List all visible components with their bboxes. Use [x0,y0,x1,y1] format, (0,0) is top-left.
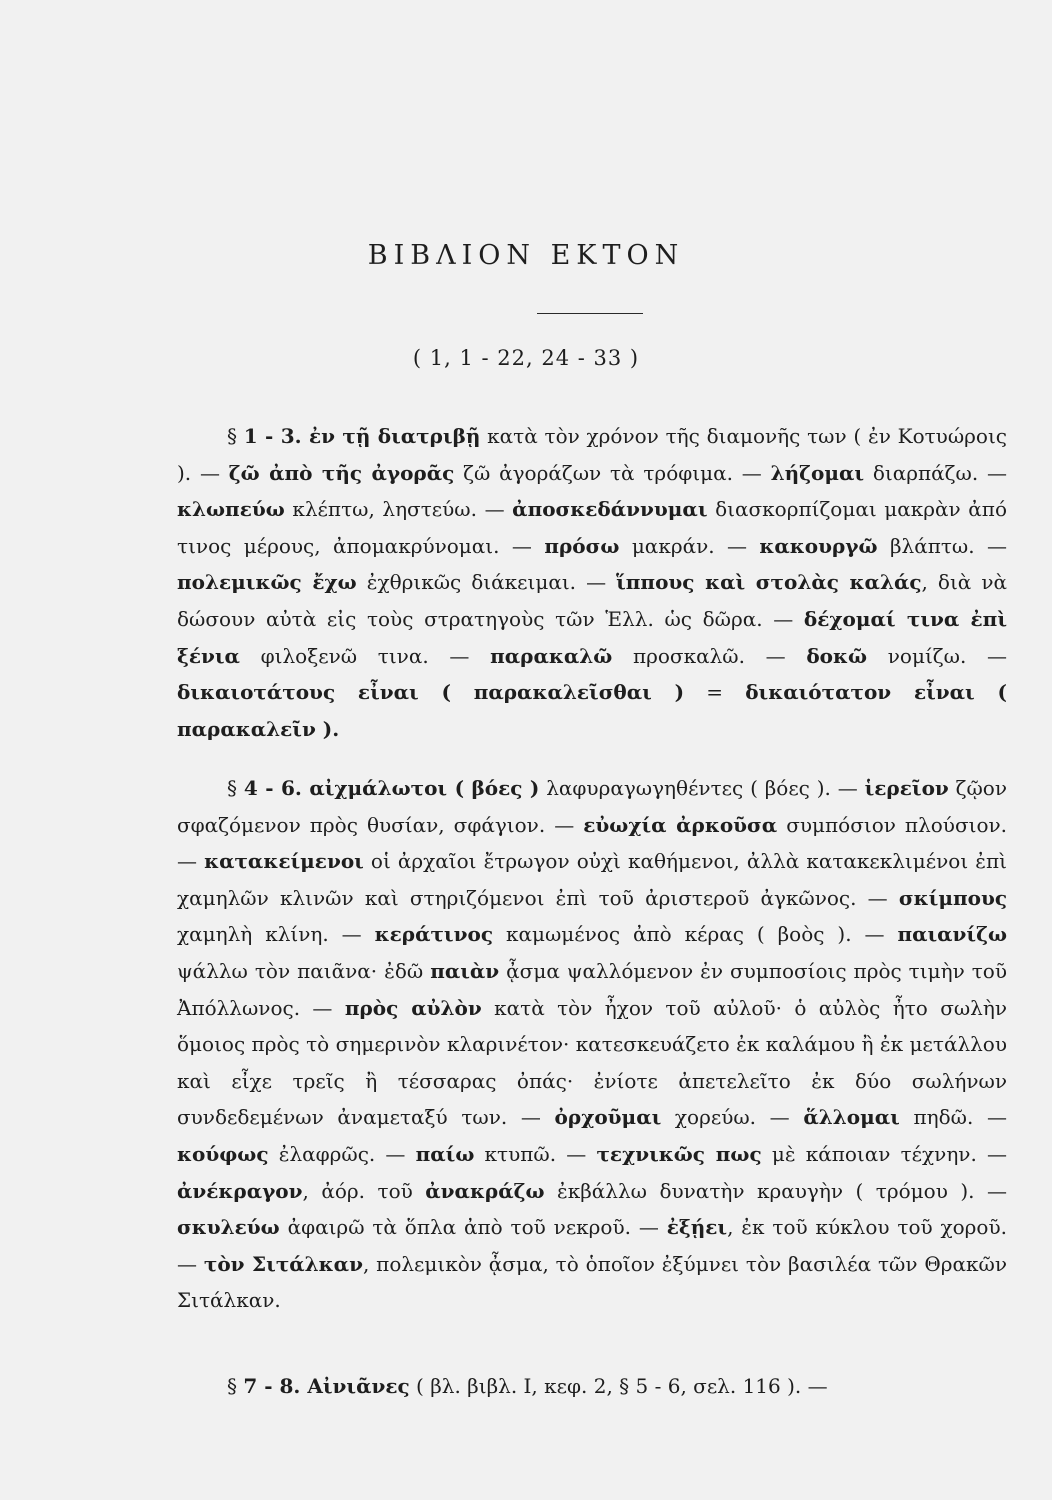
headword: ἀποσκεδάννυμαι [512,497,708,522]
gloss-text: ᾆσμα ψαλλόμενον ἐν συμποσίοις πρὸς τιμὴν τοῦ Ἀπόλλωνος. — [177,958,1007,1020]
headword: τεχνικῶς πως [596,1141,762,1166]
headword: κακουργῶ [759,533,878,558]
gloss-text: μακράν. — [619,533,760,558]
gloss-text: φιλοξενῶ τινα. — [239,643,491,668]
headword: ἱερεῖον [864,776,949,800]
headword: κλωπεύω [177,497,285,522]
headword: δικαιότατον εἶναι ( παρακαλεῖν ). [177,680,1007,741]
headword: ἀνέκραγον [177,1178,303,1203]
gloss-text: οἱ ἀρχαῖοι ἔτρωγον οὐχὶ καθήμενοι, ἀλλὰ κατακεκλιμένοι ἐπὶ χαμηλῶν κλινῶν καὶ στηριζόμενοι ἐπὶ τοῦ ἀριστεροῦ ἀγκῶνος. — [177,849,1007,910]
gloss-text: βλάπτω. — [877,533,1007,558]
chapter-range: ( 1, 1 - 22, 24 - 33 ) [412,346,640,370]
headword: 4 - 6. αἰχμάλωτοι ( βόες ) [243,776,540,800]
headword: σκίμπους [898,885,1007,910]
gloss-text: § [227,776,244,800]
gloss-text: λαφυραγωγηθέντες ( βόες ). — [539,776,865,800]
headword: πολεμικῶς ἔχω [177,570,357,595]
headword: ἀνακράζω [425,1178,545,1203]
headword: λήζομαι [770,460,865,485]
gloss-text: διαρπάζω. — [864,460,1008,485]
gloss-text: , ἐκ τοῦ κύκλου τοῦ χοροῦ. — [177,1215,1007,1276]
headword: τὸν Σιτάλκαν [203,1251,363,1276]
gloss-text: = [684,680,746,705]
headword: 1 - 3. ἐν τῇ διατριβῇ [243,424,481,448]
gloss-text: ἐχθρικῶς διάκειμαι. — [356,570,617,595]
headword: παιανίζω [897,922,1007,947]
gloss-text: διασκορπίζομαι μακρὰν ἀπό τινος μέρους, ἀπομακρύνομαι. — [177,497,1007,558]
gloss-text: ζῶ ἀγοράζων τὰ τρόφιμα. — [454,460,771,485]
headword: κατακείμενοι [204,849,364,874]
gloss-text: § [227,424,244,448]
gloss-text: , διὰ νὰ δώσουν αὐτὰ εἰς τοὺς στρατηγοὺς τῶν Ἑλλ. ὡς δῶρα. — [177,570,1007,631]
gloss-text: ( βλ. βιβλ. Ι, κεφ. 2, § 5 - 6, σελ. 116 ). — [409,1374,828,1398]
section-paragraph [177,418,1007,747]
gloss-text: χαμηλὴ κλίνη. — [177,922,375,947]
gloss-text: κατὰ τὸν χρόνον τῆς διαμονῆς των ( ἐν Κοτυώροις ). — [177,424,1007,485]
title-divider [537,313,643,314]
headword: ἅλλομαι [803,1105,900,1130]
headword: δέχομαί τινα ἐπὶ ξένια [177,606,1007,668]
gloss-text: χορεύω. — [661,1105,804,1130]
gloss-text: μὲ κάποιαν τέχνην. — [761,1141,1007,1166]
headword: παιὰν [430,958,500,983]
headword: κούφως [177,1141,269,1166]
gloss-text: , ἀόρ. τοῦ [302,1178,426,1203]
headword: ἐξῄει [666,1215,728,1240]
headword: πρόσω [544,533,620,558]
headword: ὀρχοῦμαι [554,1105,662,1130]
commentary-section-4-6 [177,770,1007,1319]
gloss-text: § [227,1374,244,1398]
gloss-text: ἐκβάλλω δυνατὴν κραυγὴν ( τρόμου ). — [544,1178,1007,1203]
gloss-text: προσκαλῶ. — [612,643,807,668]
headword: δοκῶ [806,643,868,668]
commentary-section-7-8 [177,1368,1007,1405]
gloss-text: , πολεμικὸν ᾆσμα, τὸ ὁποῖον ἐξύμνει τὸν βασιλέα τῶν Θρακῶν Σιτάλκαν. [177,1251,1007,1313]
commentary-section-1-3 [177,418,1007,747]
headword: ἵππους καὶ στολὰς καλάς [616,570,922,595]
section-paragraph [177,1368,1007,1405]
headword: κεράτινος [374,922,493,947]
gloss-text: καμωμένος ἀπὸ κέρας ( βοὸς ). — [493,922,898,947]
gloss-text: κατὰ τὸν ἦχον τοῦ αὐλοῦ· ὁ αὐλὸς ἦτο σωλὴν ὅμοιος πρὸς τὸ σημερινὸν κλαρινέτον· κατεσκευάζετο ἐκ καλάμου ἢ ἐκ μετάλλου καὶ εἶχε τρεῖς ἢ τέσσαρας ὀπάς· ἐνίοτε ἀπετελεῖτο ἐκ δύο σωλήνων συνδεδεμένων ἀναμεταξύ των. — [177,995,1007,1130]
headword: σκυλεύω [177,1215,280,1240]
book-title: ΒΙΒΛΙΟΝ ΕΚΤΟΝ [367,240,685,271]
gloss-text: ψάλλω τὸν παιᾶνα· ἐδῶ [177,958,431,983]
headword: πρὸς αὐλὸν [344,995,482,1020]
headword: παρακαλῶ [490,643,613,668]
section-paragraph [177,770,1007,1319]
gloss-text: κλέπτω, ληστεύω. — [284,497,513,522]
gloss-text: πηδῶ. — [899,1105,1007,1130]
headword: παίω [415,1141,475,1166]
headword: ζῶ ἀπὸ τῆς ἀγορᾶς [228,460,455,485]
headword: εὐωχία ἀρκοῦσα [583,812,778,837]
headword: 7 - 8. Αἰνιᾶνες [243,1374,410,1398]
gloss-text: κτυπῶ. — [474,1141,597,1166]
gloss-text: νομίζω. — [867,643,1008,668]
gloss-text: ἀφαιρῶ τὰ ὅπλα ἀπὸ τοῦ νεκροῦ. — [279,1215,667,1240]
gloss-text: ζῷον σφαζόμενον πρὸς θυσίαν, σφάγιον. — [177,776,1007,837]
gloss-text: συμπόσιον πλούσιον. — [177,812,1007,874]
gloss-text: ἐλαφρῶς. — [268,1141,416,1166]
headword: δικαιοτάτους εἶναι ( παρακαλεῖσθαι ) [177,680,685,705]
